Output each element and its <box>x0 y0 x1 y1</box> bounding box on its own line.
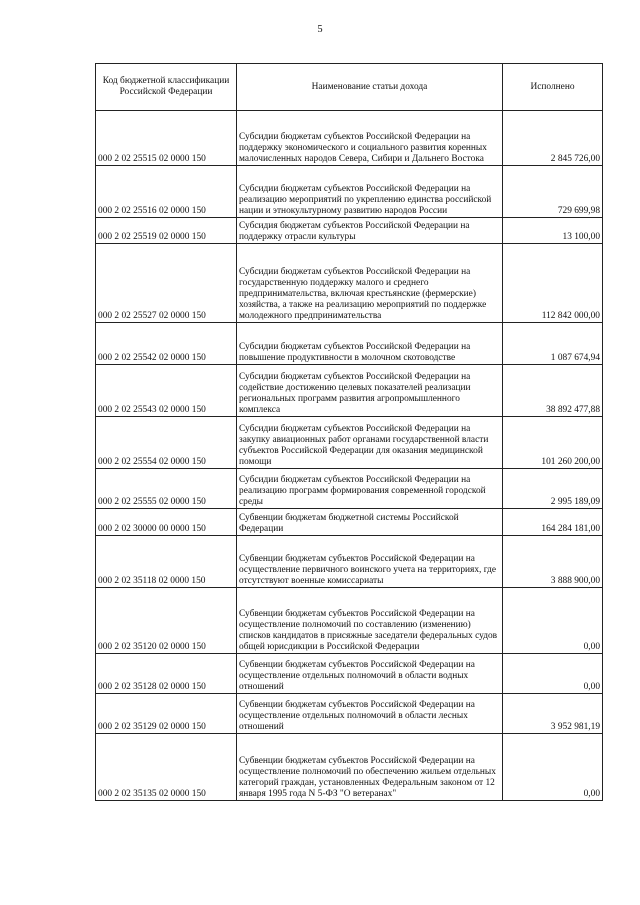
row-name: Субсидии бюджетам субъектов Российской Федерации на повышение продуктивности в молочном скотоводстве <box>237 323 503 365</box>
row-amount: 2 845 726,00 <box>503 111 603 166</box>
row-amount: 3 952 981,19 <box>503 694 603 734</box>
row-code: 000 2 02 25516 02 0000 150 <box>96 166 237 218</box>
row-amount: 13 100,00 <box>503 218 603 244</box>
page-number: 5 <box>317 24 323 35</box>
row-amount: 0,00 <box>503 734 603 801</box>
table-row <box>96 323 603 365</box>
row-name: Субвенции бюджетам субъектов Российской Федерации на осуществление отдельных полномочий в области лесных отношений <box>237 694 503 734</box>
row-name: Субсидии бюджетам субъектов Российской Федерации на закупку авиационных работ органами государственной власти субъектов Российской Федерации для оказания медицинской помощи <box>237 417 503 469</box>
row-name: Субсидии бюджетам субъектов Российской Федерации на содействие достижению целевых показателей реализации региональных программ развития агропромышленного комплекса <box>237 365 503 417</box>
row-code: 000 2 02 25527 02 0000 150 <box>96 244 237 323</box>
row-name: Субвенции бюджетам субъектов Российской Федерации на осуществление полномочий по составлению (изменению) списков кандидатов в присяжные заседатели федеральных судов общей юрисдикции в Российской Федерации <box>237 588 503 654</box>
row-code: 000 2 02 25554 02 0000 150 <box>96 417 237 469</box>
row-code: 000 2 02 25543 02 0000 150 <box>96 365 237 417</box>
table-row <box>96 111 603 166</box>
row-name: Субсидия бюджетам субъектов Российской Федерации на поддержку отрасли культуры <box>237 218 503 244</box>
table-row <box>96 734 603 801</box>
row-name: Субвенции бюджетам субъектов Российской Федерации на осуществление первичного воинского учета на территориях, где отсутствуют военные комиссариаты <box>237 536 503 588</box>
table-row <box>96 218 603 244</box>
table-row <box>96 417 603 469</box>
row-code: 000 2 02 25555 02 0000 150 <box>96 469 237 509</box>
row-code: 000 2 02 35135 02 0000 150 <box>96 734 237 801</box>
row-code: 000 2 02 35128 02 0000 150 <box>96 654 237 694</box>
row-name: Субвенции бюджетам субъектов Российской Федерации на осуществление отдельных полномочий в области водных отношений <box>237 654 503 694</box>
table-row <box>96 509 603 536</box>
table-row <box>96 588 603 654</box>
table-row <box>96 654 603 694</box>
row-amount: 3 888 900,00 <box>503 536 603 588</box>
row-name: Субсидии бюджетам субъектов Российской Федерации на государственную поддержку малого и среднего предпринимательства, включая крестьянские (фермерские) хозяйства, а также на реализацию мероприятий по поддержке молодежного предпринимательства <box>237 244 503 323</box>
header-code: Код бюджетной классификации Российской Федерации <box>96 64 237 111</box>
revenue-table <box>95 63 603 801</box>
header-name: Наименование статьи дохода <box>237 64 503 111</box>
row-name: Субсидии бюджетам субъектов Российской Федерации на реализацию программ формирования современной городской среды <box>237 469 503 509</box>
table-row <box>96 365 603 417</box>
row-name: Субвенции бюджетам бюджетной системы Российской Федерации <box>237 509 503 536</box>
row-amount: 112 842 000,00 <box>503 244 603 323</box>
row-code: 000 2 02 25515 02 0000 150 <box>96 111 237 166</box>
row-code: 000 2 02 30000 00 0000 150 <box>96 509 237 536</box>
row-amount: 0,00 <box>503 588 603 654</box>
row-amount: 729 699,98 <box>503 166 603 218</box>
row-amount: 101 260 200,00 <box>503 417 603 469</box>
row-amount: 1 087 674,94 <box>503 323 603 365</box>
row-name: Субвенции бюджетам субъектов Российской Федерации на осуществление полномочий по обеспечению жильем отдельных категорий граждан, установленных Федеральным законом от 12 января 1995 года N 5-ФЗ "О ветеранах" <box>237 734 503 801</box>
row-amount: 38 892 477,88 <box>503 365 603 417</box>
table-row <box>96 244 603 323</box>
row-code: 000 2 02 25542 02 0000 150 <box>96 323 237 365</box>
row-amount: 0,00 <box>503 654 603 694</box>
row-code: 000 2 02 35118 02 0000 150 <box>96 536 237 588</box>
row-code: 000 2 02 35120 02 0000 150 <box>96 588 237 654</box>
table-row <box>96 694 603 734</box>
row-name: Субсидии бюджетам субъектов Российской Федерации на поддержку экономического и социального развития коренных малочисленных народов Севера, Сибири и Дальнего Востока <box>237 111 503 166</box>
table-header-row <box>96 64 603 111</box>
row-amount: 2 995 189,09 <box>503 469 603 509</box>
row-amount: 164 284 181,00 <box>503 509 603 536</box>
table-row <box>96 166 603 218</box>
header-executed: Исполнено <box>503 64 603 111</box>
row-code: 000 2 02 25519 02 0000 150 <box>96 218 237 244</box>
row-name: Субсидии бюджетам субъектов Российской Федерации на реализацию мероприятий по укреплению единства российской нации и этнокультурному развитию народов России <box>237 166 503 218</box>
table-row <box>96 536 603 588</box>
row-code: 000 2 02 35129 02 0000 150 <box>96 694 237 734</box>
table-row <box>96 469 603 509</box>
